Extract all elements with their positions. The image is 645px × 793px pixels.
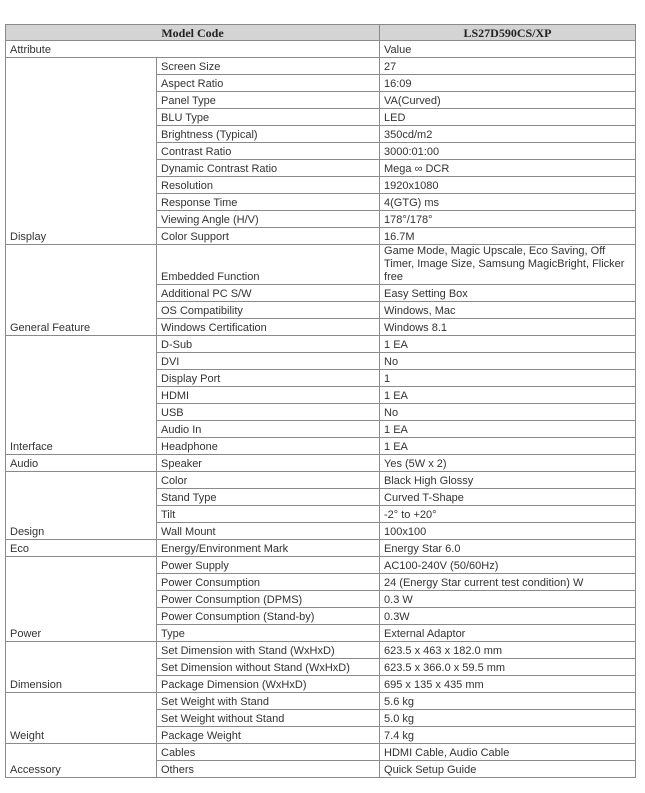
attribute-name-cell: Contrast Ratio <box>157 143 380 160</box>
spec-table-body <box>6 41 636 778</box>
model-code-label: Model Code <box>6 25 380 41</box>
attribute-name-cell: Power Supply <box>157 557 380 574</box>
attribute-value-cell: 1 EA <box>380 421 636 438</box>
attribute-value-cell: 16:09 <box>380 75 636 92</box>
attribute-value-cell: 5.0 kg <box>380 710 636 727</box>
attribute-name-cell: Power Consumption (DPMS) <box>157 591 380 608</box>
attribute-name-cell: Aspect Ratio <box>157 75 380 92</box>
table-row <box>6 455 636 472</box>
attribute-name-cell: Set Dimension without Stand (WxHxD) <box>157 659 380 676</box>
attribute-value-cell: 623.5 x 463 x 182.0 mm <box>380 642 636 659</box>
category-cell: Eco <box>6 540 157 557</box>
attribute-value-cell: 695 x 135 x 435 mm <box>380 676 636 693</box>
table-row <box>6 642 636 659</box>
table-row <box>6 472 636 489</box>
attribute-name-cell: Headphone <box>157 438 380 455</box>
attribute-value-cell: HDMI Cable, Audio Cable <box>380 744 636 761</box>
attribute-value-cell: 3000:01:00 <box>380 143 636 160</box>
attribute-name-cell: HDMI <box>157 387 380 404</box>
attribute-name-cell: Audio In <box>157 421 380 438</box>
attribute-value-cell: Black High Glossy <box>380 472 636 489</box>
attribute-name-cell: USB <box>157 404 380 421</box>
attribute-name-cell: Color Support <box>157 228 380 245</box>
attribute-value-cell: 7.4 kg <box>380 727 636 744</box>
table-row <box>6 245 636 285</box>
attribute-name-cell: DVI <box>157 353 380 370</box>
attribute-row <box>6 41 636 58</box>
attribute-name-cell: Screen Size <box>157 58 380 75</box>
attribute-name-cell: Set Weight with Stand <box>157 693 380 710</box>
attribute-value-cell: No <box>380 353 636 370</box>
attribute-name-cell: Stand Type <box>157 489 380 506</box>
attribute-name-cell: Viewing Angle (H/V) <box>157 211 380 228</box>
attribute-value-cell: 0.3 W <box>380 591 636 608</box>
attribute-name-cell: Power Consumption <box>157 574 380 591</box>
attribute-value-cell: 27 <box>380 58 636 75</box>
attribute-value-cell: Easy Setting Box <box>380 285 636 302</box>
attribute-name-cell: Energy/Environment Mark <box>157 540 380 557</box>
attribute-value-cell: 0.3W <box>380 608 636 625</box>
attribute-name-cell: Panel Type <box>157 92 380 109</box>
attribute-name-cell: Others <box>157 761 380 778</box>
attribute-name-cell: Package Weight <box>157 727 380 744</box>
attribute-value-cell: External Adaptor <box>380 625 636 642</box>
attribute-name-cell: Color <box>157 472 380 489</box>
attribute-value-cell: LED <box>380 109 636 126</box>
attribute-name-cell: Additional PC S/W <box>157 285 380 302</box>
attribute-value-cell: 5.6 kg <box>380 693 636 710</box>
header-row <box>6 25 636 41</box>
attribute-value-cell: 1 <box>380 370 636 387</box>
attribute-value-cell: 1920x1080 <box>380 177 636 194</box>
table-row <box>6 540 636 557</box>
model-code-value: LS27D590CS/XP <box>380 25 636 41</box>
attribute-value-cell: -2° to +20° <box>380 506 636 523</box>
category-cell: Dimension <box>6 642 157 693</box>
attribute-value-cell: VA(Curved) <box>380 92 636 109</box>
attribute-value-cell: 178°/178° <box>380 211 636 228</box>
category-cell: Interface <box>6 336 157 455</box>
category-cell: Design <box>6 472 157 540</box>
category-cell: Audio <box>6 455 157 472</box>
table-row <box>6 693 636 710</box>
attribute-value-cell: 623.5 x 366.0 x 59.5 mm <box>380 659 636 676</box>
attribute-label: Attribute <box>6 41 380 58</box>
attribute-name-cell: Dynamic Contrast Ratio <box>157 160 380 177</box>
attribute-name-cell: Speaker <box>157 455 380 472</box>
attribute-value-cell: 350cd/m2 <box>380 126 636 143</box>
spec-table-header <box>6 25 636 41</box>
attribute-name-cell: Embedded Function <box>157 245 380 285</box>
table-row <box>6 744 636 761</box>
attribute-name-cell: OS Compatibility <box>157 302 380 319</box>
attribute-name-cell: Power Consumption (Stand-by) <box>157 608 380 625</box>
table-row <box>6 58 636 75</box>
attribute-value: Value <box>380 41 636 58</box>
table-row <box>6 557 636 574</box>
attribute-value-cell: 4(GTG) ms <box>380 194 636 211</box>
attribute-value-cell: Quick Setup Guide <box>380 761 636 778</box>
attribute-value-cell: Windows, Mac <box>380 302 636 319</box>
table-row <box>6 336 636 353</box>
attribute-name-cell: Display Port <box>157 370 380 387</box>
attribute-value-cell: AC100-240V (50/60Hz) <box>380 557 636 574</box>
attribute-value-cell: 16.7M <box>380 228 636 245</box>
category-cell: Power <box>6 557 157 642</box>
attribute-value-cell: No <box>380 404 636 421</box>
attribute-name-cell: Package Dimension (WxHxD) <box>157 676 380 693</box>
category-cell: Accessory <box>6 744 157 778</box>
attribute-name-cell: Set Weight without Stand <box>157 710 380 727</box>
attribute-name-cell: Windows Certification <box>157 319 380 336</box>
attribute-value-cell: Yes (5W x 2) <box>380 455 636 472</box>
category-cell: Weight <box>6 693 157 744</box>
spec-table <box>5 24 636 778</box>
attribute-name-cell: BLU Type <box>157 109 380 126</box>
attribute-name-cell: Response Time <box>157 194 380 211</box>
attribute-value-cell: 1 EA <box>380 438 636 455</box>
attribute-value-cell: Game Mode, Magic Upscale, Eco Saving, Off Timer, Image Size, Samsung MagicBright, Flicker free <box>380 245 636 285</box>
attribute-value-cell: Windows 8.1 <box>380 319 636 336</box>
attribute-value-cell: 100x100 <box>380 523 636 540</box>
attribute-name-cell: Cables <box>157 744 380 761</box>
attribute-name-cell: Resolution <box>157 177 380 194</box>
category-cell: General Feature <box>6 245 157 336</box>
attribute-name-cell: Set Dimension with Stand (WxHxD) <box>157 642 380 659</box>
attribute-name-cell: Wall Mount <box>157 523 380 540</box>
attribute-value-cell: Energy Star 6.0 <box>380 540 636 557</box>
attribute-name-cell: Brightness (Typical) <box>157 126 380 143</box>
attribute-value-cell: Curved T-Shape <box>380 489 636 506</box>
category-cell: Display <box>6 58 157 245</box>
attribute-name-cell: D-Sub <box>157 336 380 353</box>
attribute-value-cell: 1 EA <box>380 387 636 404</box>
attribute-name-cell: Type <box>157 625 380 642</box>
attribute-value-cell: Mega ∞ DCR <box>380 160 636 177</box>
attribute-value-cell: 1 EA <box>380 336 636 353</box>
attribute-name-cell: Tilt <box>157 506 380 523</box>
attribute-value-cell: 24 (Energy Star current test condition) W <box>380 574 636 591</box>
